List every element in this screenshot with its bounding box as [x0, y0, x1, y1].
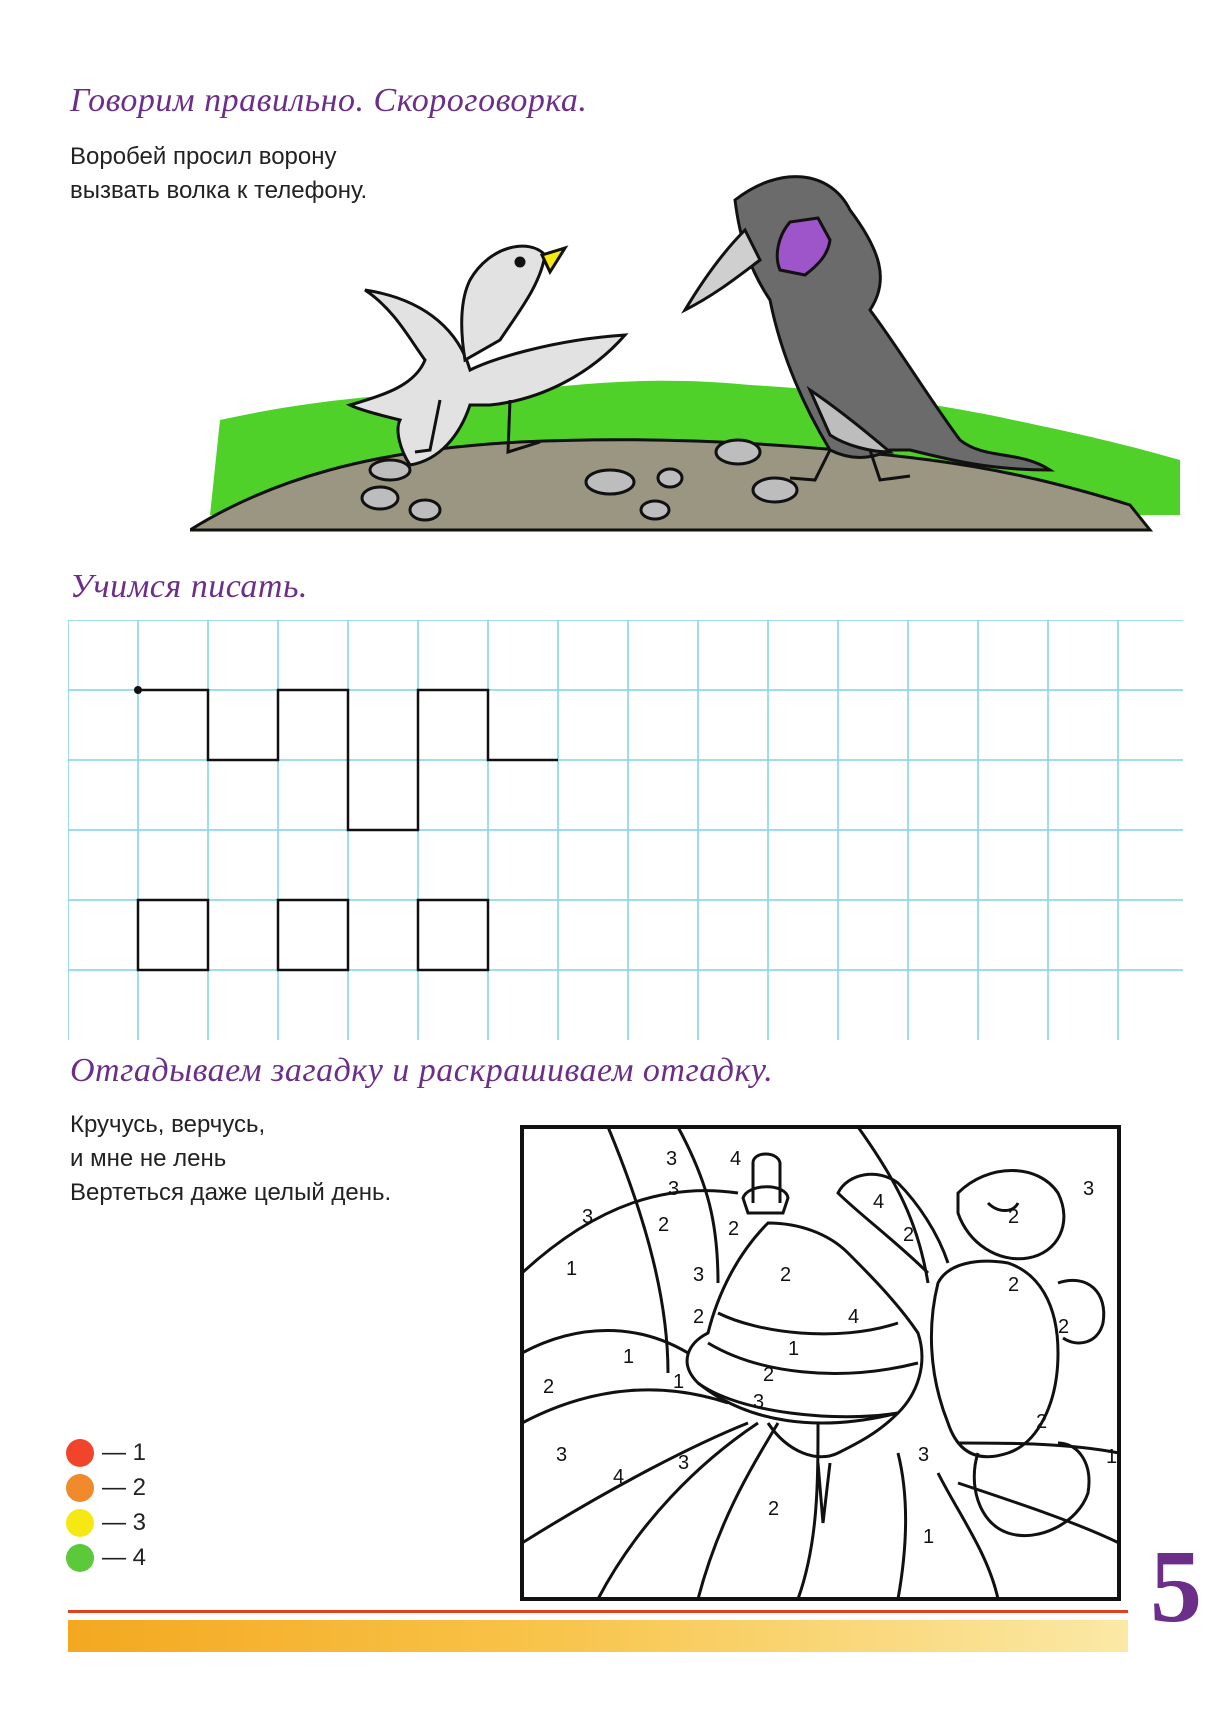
tongue-twister-line-2: вызвать волка к телефону.	[70, 177, 368, 204]
coloring-number: 1	[566, 1258, 578, 1280]
coloring-number: 2	[1008, 1206, 1020, 1228]
legend-color-swatch	[66, 1474, 94, 1502]
coloring-number: 3	[666, 1148, 678, 1170]
coloring-number: 2	[768, 1498, 780, 1520]
coloring-picture	[518, 1123, 1123, 1603]
birds-illustration	[190, 160, 1190, 540]
legend-row-1	[66, 1438, 146, 1468]
coloring-number: 3	[1083, 1178, 1095, 1200]
coloring-number: 1	[1106, 1446, 1118, 1468]
coloring-number: 3	[668, 1178, 680, 1200]
footer-rule	[68, 1610, 1128, 1613]
legend-label: — 2	[102, 1474, 147, 1501]
coloring-number: 4	[730, 1148, 742, 1170]
grid-lines	[68, 620, 1183, 1040]
riddle-line-1: Кручусь, верчусь,	[70, 1111, 266, 1138]
coloring-number: 2	[1008, 1274, 1020, 1296]
page-number: 5	[1150, 1529, 1202, 1644]
coloring-number: 3	[753, 1391, 765, 1413]
legend-label: — 4	[102, 1544, 147, 1571]
coloring-number: 3	[582, 1206, 594, 1228]
footer-band	[68, 1620, 1128, 1652]
pattern-square-1	[138, 900, 208, 970]
riddle-text	[70, 1108, 391, 1210]
coloring-number: 1	[788, 1338, 800, 1360]
section-title-writing: Учимся писать.	[70, 568, 308, 605]
legend-row-4	[66, 1543, 146, 1573]
coloring-number: 1	[923, 1526, 935, 1548]
pattern-square-2	[278, 900, 348, 970]
coloring-number: 2	[728, 1218, 740, 1240]
coloring-number: 3	[678, 1452, 690, 1474]
coloring-number: 2	[903, 1224, 915, 1246]
legend-color-swatch	[66, 1439, 94, 1467]
legend-color-swatch	[66, 1509, 94, 1537]
coloring-number: 2	[1036, 1411, 1048, 1433]
coloring-number: 3	[693, 1264, 705, 1286]
coloring-number: 2	[763, 1364, 775, 1386]
legend-row-3	[66, 1508, 146, 1538]
pattern-square-3	[418, 900, 488, 970]
color-legend	[66, 1438, 186, 1578]
section-title-riddle: Отгадываем загадку и раскрашиваем отгадку.	[70, 1052, 774, 1089]
coloring-number: 3	[556, 1444, 568, 1466]
coloring-number: 2	[1058, 1316, 1070, 1338]
legend-label: — 3	[102, 1509, 147, 1536]
riddle-line-2: и мне не лень	[70, 1145, 227, 1172]
coloring-number: 4	[613, 1466, 625, 1488]
coloring-number: 4	[873, 1191, 885, 1213]
legend-row-2	[66, 1473, 146, 1503]
coloring-number: 3	[918, 1444, 930, 1466]
section-title-tongue-twister: Говорим правильно. Скороговорка.	[70, 82, 588, 119]
tongue-twister-line-1: Воробей просил ворону	[70, 143, 337, 170]
legend-color-swatch	[66, 1544, 94, 1572]
coloring-number: 2	[658, 1214, 670, 1236]
coloring-number: 1	[623, 1346, 635, 1368]
coloring-number: 1	[673, 1371, 685, 1393]
coloring-number: 4	[848, 1306, 860, 1328]
coloring-number: 2	[693, 1306, 705, 1328]
legend-label: — 1	[102, 1439, 147, 1466]
writing-grid	[68, 620, 1183, 1040]
coloring-number: 2	[543, 1376, 555, 1398]
riddle-line-3: Вертеться даже целый день.	[70, 1179, 392, 1206]
coloring-number: 2	[780, 1264, 792, 1286]
